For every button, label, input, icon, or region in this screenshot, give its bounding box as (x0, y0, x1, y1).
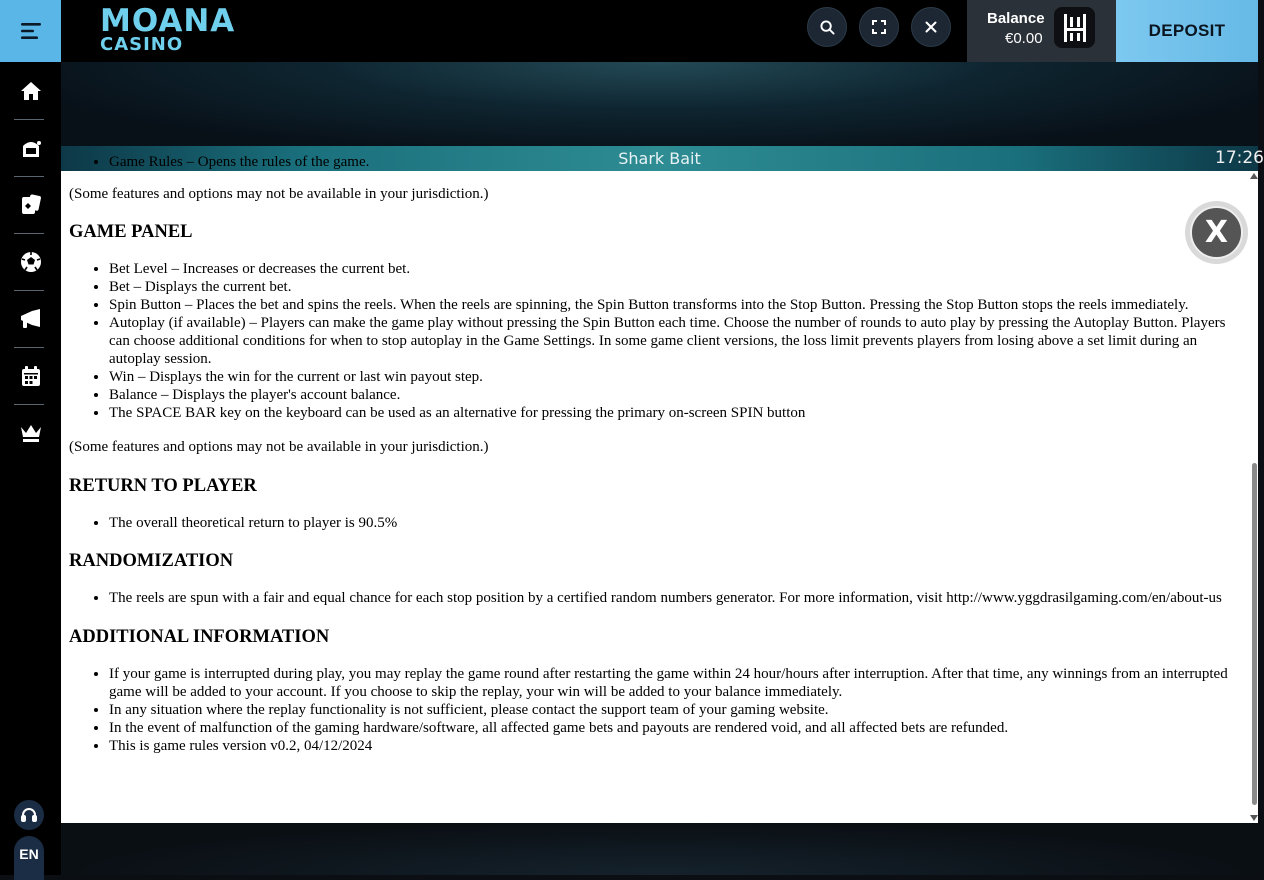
sidebar-item-promotions[interactable] (0, 291, 61, 347)
balance-label: Balance (987, 10, 1045, 27)
game-panel-list (69, 260, 1244, 422)
list-item: • Bet Level – Increases or decreases the current bet. (109, 260, 1244, 278)
sidebar (0, 62, 61, 875)
soccer-ball-icon (20, 251, 42, 273)
game-background (61, 62, 1258, 146)
scroll-up-arrow-icon[interactable] (1250, 173, 1258, 179)
close-rules-label: X (1190, 206, 1243, 259)
fullscreen-icon (872, 20, 886, 34)
game-title: Shark Bait (618, 149, 701, 168)
list-item: • The overall theoretical return to player is 90.5% (109, 514, 1244, 532)
close-rules-button[interactable] (1185, 201, 1248, 264)
search-icon (820, 20, 835, 35)
sidebar-item-vip[interactable] (0, 405, 61, 461)
list-item: • Bet – Displays the current bet. (109, 278, 1244, 296)
list-item: • In the event of malfunction of the gaming hardware/software, all affected game bets and payouts are rendered void, and all affected bets are refunded. (109, 719, 1244, 737)
casino-icon (20, 137, 42, 159)
sidebar-item-sports[interactable] (0, 234, 61, 290)
home-icon (20, 81, 42, 101)
rules-scrollbar[interactable] (1250, 171, 1258, 823)
hamburger-icon (21, 23, 41, 39)
account-avatar-icon[interactable] (1054, 7, 1095, 48)
section-heading: RETURN TO PLAYER (69, 476, 257, 496)
list-item: • Autoplay (if available) – Players can make the game play without pressing the Spin Button each time. Choose the number of rounds to auto play by pressing the Autoplay Button. Players can choose additional conditions for when to stop autoplay in the Game Settings. In some game client versions, the loss limit prevents players from losing above a set limit during an autoplay session. (109, 314, 1244, 368)
list-item: • The SPACE BAR key on the keyboard can be used as an alternative for pressing the primary on-screen SPIN button (109, 404, 1244, 422)
headset-icon (21, 807, 37, 823)
game-clock: 17:26 (1215, 148, 1264, 168)
close-icon (925, 21, 937, 33)
jurisdiction-note: (Some features and options may not be available in your jurisdiction.) (69, 186, 489, 202)
list-item: • Spin Button – Places the bet and spins the reels. When the reels are spinning, the Spin Button transforms into the Stop Button. Pressing the Stop Button stops the reels immediately. (109, 296, 1244, 314)
rtp-list (69, 514, 1244, 532)
section-heading: GAME PANEL (69, 222, 193, 242)
support-button[interactable] (14, 800, 44, 830)
list-item: • This is game rules version v0.2, 04/12/2024 (109, 737, 1244, 755)
search-button[interactable] (807, 7, 847, 47)
balance-value: €0.00 (1005, 30, 1043, 47)
balance-panel[interactable] (967, 0, 1116, 62)
language-selector[interactable]: EN (14, 836, 44, 880)
scroll-down-arrow-icon[interactable] (1250, 815, 1258, 821)
megaphone-icon (19, 308, 43, 330)
list-item: • If your game is interrupted during play, you may replay the game round after restarting the game within 24 hour/hours after interruption. After that time, any winnings from an interrupted game will be added to your account. If you choose to skip the replay, your win will be added to your balance immediately. (109, 665, 1244, 701)
fullscreen-button[interactable] (859, 7, 899, 47)
rules-content (69, 153, 1244, 755)
scroll-thumb[interactable] (1252, 463, 1257, 805)
list-item: • Balance – Displays the player's account balance. (109, 386, 1244, 404)
close-game-button[interactable] (911, 7, 951, 47)
logo-text-bottom: CASINO (100, 34, 184, 55)
top-bar (0, 0, 1258, 62)
list-item: • The reels are spun with a fair and equal chance for each stop position by a certified random numbers generator. For more information, visit http://www.yggdrasilgaming.com/en/about-us (109, 589, 1244, 607)
randomization-list (69, 589, 1244, 607)
deposit-button[interactable]: DEPOSIT (1116, 0, 1258, 62)
section-heading: RANDOMIZATION (69, 551, 234, 571)
section-heading: ADDITIONAL INFORMATION (69, 627, 330, 647)
calendar-icon (21, 365, 41, 387)
list-item: • Win – Displays the win for the current or last win payout step. (109, 368, 1244, 386)
additional-info-list (69, 665, 1244, 755)
sidebar-item-home[interactable] (0, 63, 61, 119)
list-item: • In any situation where the replay functionality is not sufficient, please contact the support team of your gaming website. (109, 701, 1244, 719)
cards-icon (20, 194, 42, 216)
sidebar-item-casino[interactable] (0, 120, 61, 176)
casino-logo[interactable] (98, 4, 238, 56)
sidebar-item-live-casino[interactable] (0, 177, 61, 233)
crown-icon (20, 424, 42, 442)
logo-text-top: MOANA (100, 3, 236, 39)
sidebar-item-events[interactable] (0, 348, 61, 404)
jurisdiction-note: (Some features and options may not be available in your jurisdiction.) (69, 439, 489, 455)
game-background-bottom (61, 822, 1258, 875)
menu-button[interactable] (0, 0, 61, 62)
list-item: • Game Rules – Opens the rules of the game. (109, 153, 1244, 171)
